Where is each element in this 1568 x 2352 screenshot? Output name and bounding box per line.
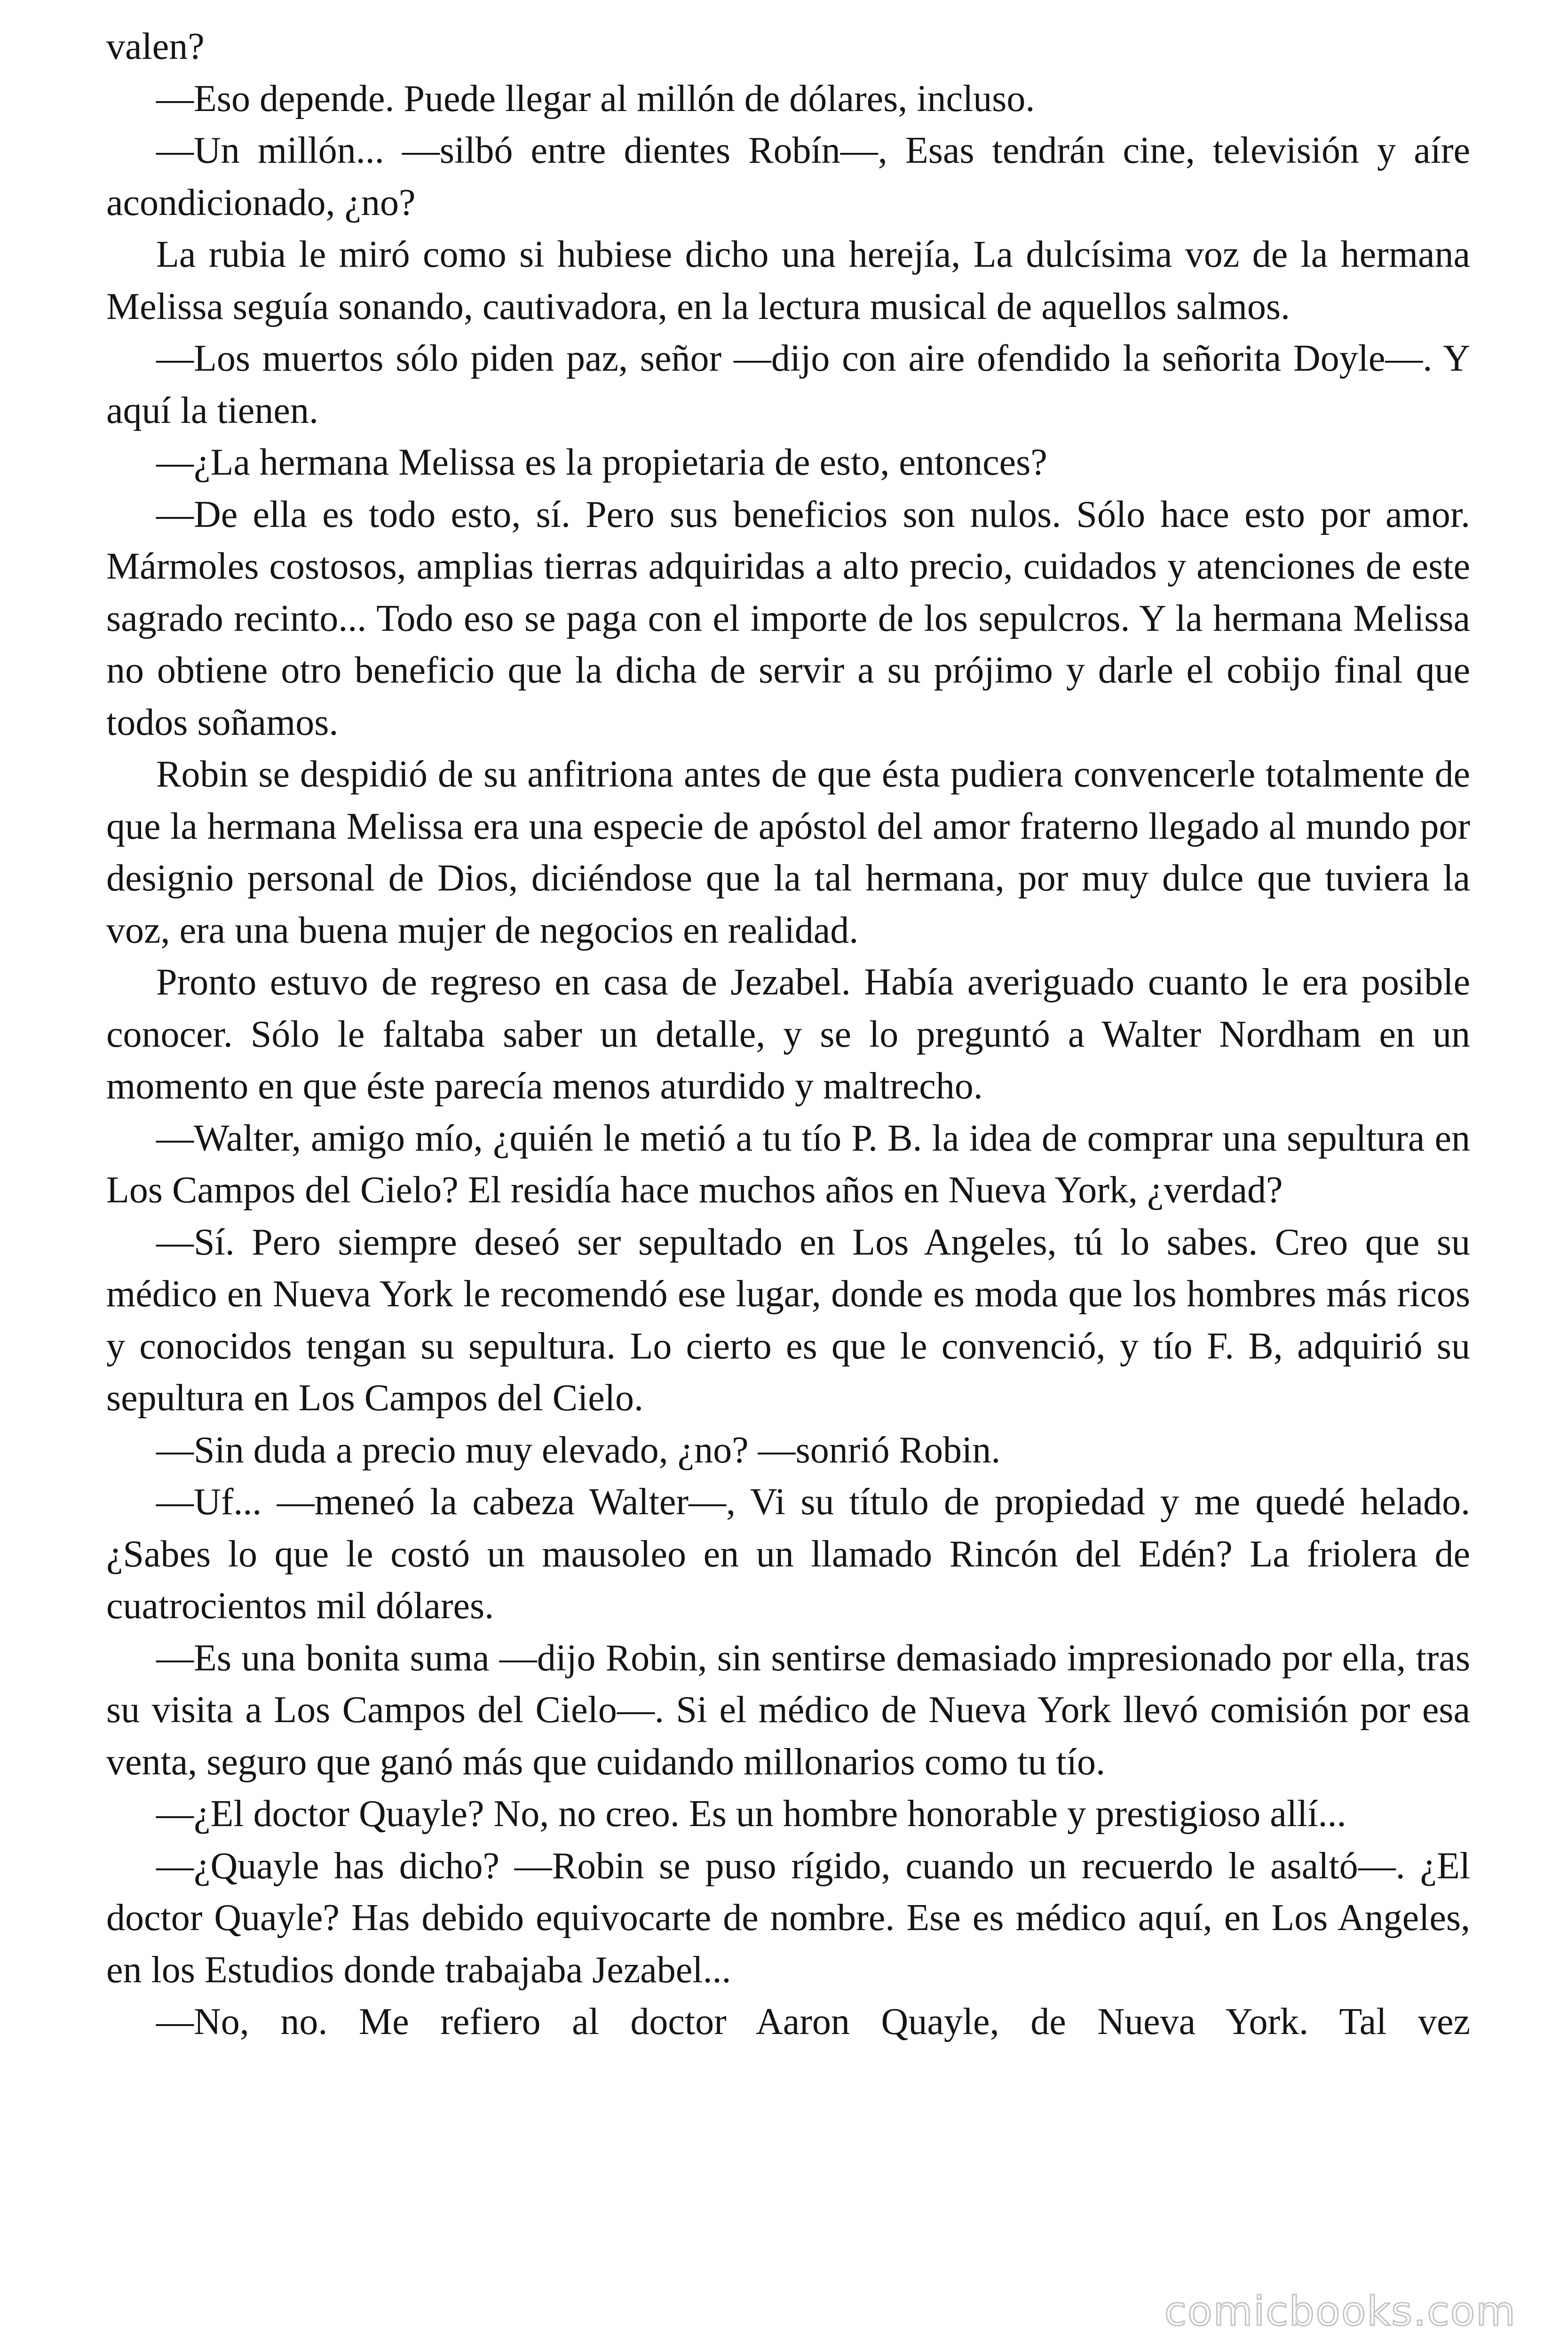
paragraph: Robin se despidió de su anfitriona antes de que ésta pudiera convencerle totalmente de que la hermana Melissa era una especie de apóstol del amor fraterno llegado al mundo por designio personal de Dios, diciéndose que la tal hermana, por muy dulce que tuviera la voz, era una buena mujer de negocios en realidad. bbox=[106, 754, 1470, 951]
paragraph: —¿El doctor Quayle? No, no creo. Es un hombre honorable y prestigioso allí... bbox=[156, 1793, 1346, 1835]
paragraph: La rubia le miró como si hubiese dicho una herejía, La dulcísima voz de la hermana Melissa seguía sonando, cautivadora, en la lectura musical de aquellos salmos. bbox=[106, 234, 1470, 327]
paragraph-continuation: valen? bbox=[106, 26, 205, 67]
paragraph: —Eso depende. Puede llegar al millón de dólares, incluso. bbox=[156, 78, 1035, 119]
paragraph: —¿La hermana Melissa es la propietaria de esto, entonces? bbox=[156, 442, 1047, 483]
paragraph: —Walter, amigo mío, ¿quién le metió a tu tío P. B. la idea de comprar una sepultura en Los Campos del Cielo? El residía hace muchos años en Nueva York, ¿verdad? bbox=[106, 1117, 1470, 1211]
paragraph: —Sí. Pero siempre deseó ser sepultado en Los Angeles, tú lo sabes. Creo que su médico en Nueva York le recomendó ese lugar, donde es moda que los hombres más ricos y conocidos tengan su sepultura. Lo cierto es que le convenció, y tío F. B, adquirió su sepultura en Los Campos del Cielo. bbox=[106, 1221, 1470, 1419]
watermark: comicbooks.com bbox=[1164, 2288, 1516, 2335]
paragraph: —De ella es todo esto, sí. Pero sus beneficios son nulos. Sólo hace esto por amor. Mármoles costosos, amplias tierras adquiridas a alto precio, cuidados y atenciones de este sagrado recinto... Todo eso se paga con el importe de los sepulcros. Y la hermana Melissa no obtiene otro beneficio que la dicha de servir a su prójimo y darle el cobijo final que todos soñamos. bbox=[106, 493, 1470, 743]
paragraph: —Un millón... —silbó entre dientes Robín—, Esas tendrán cine, televisión y aíre acondicionado, ¿no? bbox=[106, 130, 1470, 223]
paragraph: —Uf... —meneó la cabeza Walter—, Vi su título de propiedad y me quedé helado. ¿Sabes lo que le costó un mausoleo en un llamado Rincón del Edén? La friolera de cuatrocientos mil dólares. bbox=[106, 1481, 1470, 1627]
paragraph: —Sin duda a precio muy elevado, ¿no? —sonrió Robin. bbox=[156, 1429, 1001, 1471]
paragraph-last-cut: —No, no. Me refiero al doctor Aaron Quayle, de Nueva York. Tal vez bbox=[156, 2001, 1470, 2042]
page-text bbox=[106, 21, 1470, 2048]
paragraph: —Los muertos sólo piden paz, señor —dijo con aire ofendido la señorita Doyle—. Y aquí la tienen. bbox=[106, 338, 1470, 431]
paragraph: —Es una bonita suma —dijo Robin, sin sentirse demasiado impresionado por ella, tras su visita a Los Campos del Cielo—. Si el médico de Nueva York llevó comisión por esa venta, seguro que ganó más que cuidando millonarios como tu tío. bbox=[106, 1637, 1470, 1783]
paragraph: —¿Quayle has dicho? —Robin se puso rígido, cuando un recuerdo le asaltó—. ¿El doctor Quayle? Has debido equivocarte de nombre. Ese es médico aquí, en Los Angeles, en los Estudios donde trabajaba Jezabel... bbox=[106, 1845, 1470, 1991]
paragraph: Pronto estuvo de regreso en casa de Jezabel. Había averiguado cuanto le era posible conocer. Sólo le faltaba saber un detalle, y se lo preguntó a Walter Nordham en un momento en que éste parecía menos aturdido y maltrecho. bbox=[106, 961, 1470, 1107]
